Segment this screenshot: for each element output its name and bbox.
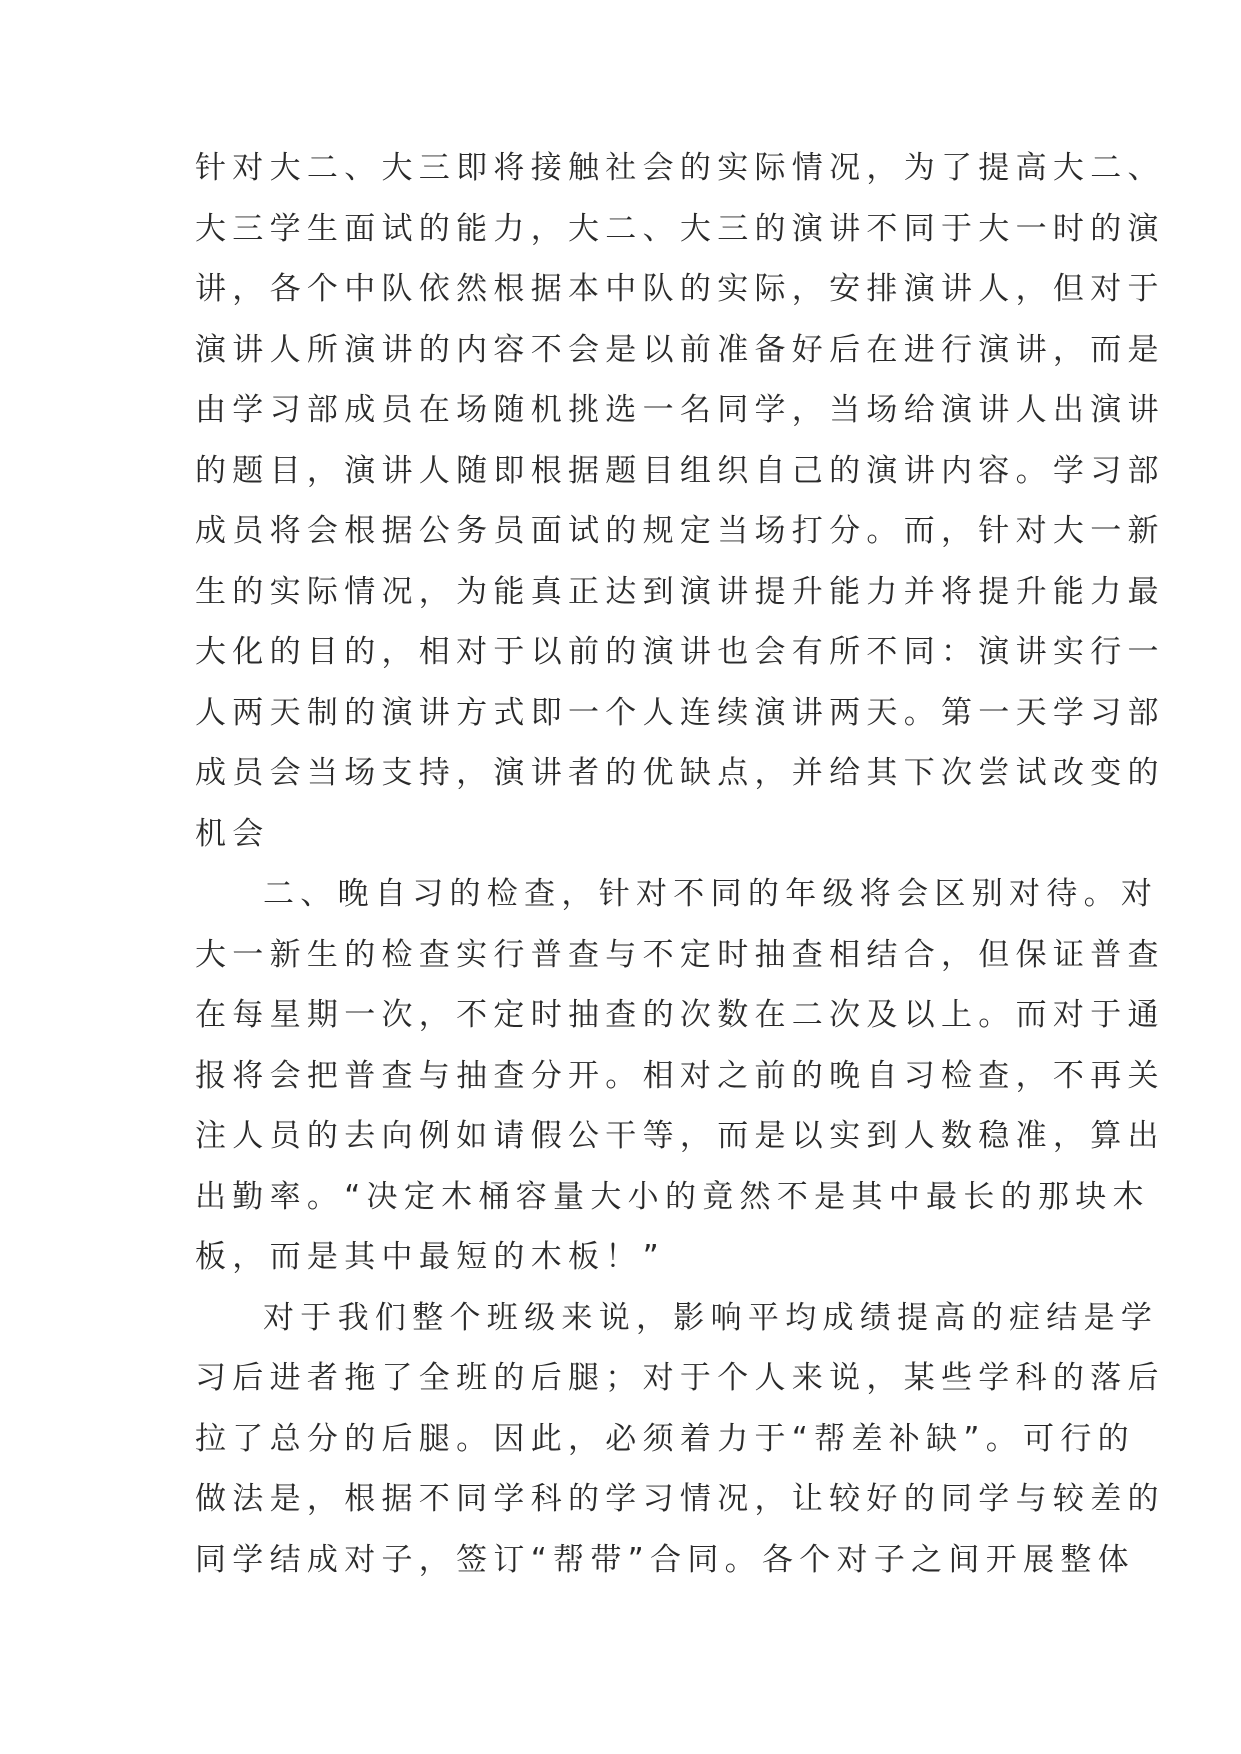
text-line: 机会 <box>195 815 270 852</box>
text-line: 大三学生面试的能力，大二、大三的演讲不同于大一时的演 <box>195 210 1165 247</box>
text-line: 在每星期一次，不定时抽查的次数在二次及以上。而对于通 <box>195 997 1165 1033</box>
text-line: 对于我们整个班级来说，影响平均成绩提高的症结是学 <box>263 1299 1159 1336</box>
text-line: 由学习部成员在场随机挑选一名同学，当场给演讲人出演讲 <box>195 392 1165 428</box>
text-line: 针对大二、大三即将接触社会的实际情况，为了提高大二、 <box>195 150 1165 186</box>
document-body <box>195 138 1165 1590</box>
text-line: 生的实际情况，为能真正达到演讲提升能力并将提升能力最 <box>195 573 1165 610</box>
text-line: 的题目，演讲人随即根据题目组织自己的演讲内容。学习部 <box>195 452 1165 489</box>
text-line: 习后进者拖了全班的后腿；对于个人来说，某些学科的落后 <box>195 1360 1165 1396</box>
text-line: 大一新生的检查实行普查与不定时抽查相结合，但保证普查 <box>195 936 1165 973</box>
text-line: 报将会把普查与抽查分开。相对之前的晚自习检查，不再关 <box>195 1057 1165 1094</box>
text-line: 拉了总分的后腿。因此，必须着力于“帮差补缺”。可行的 <box>195 1420 1135 1457</box>
text-line: 人两天制的演讲方式即一个人连续演讲两天。第一天学习部 <box>195 694 1165 731</box>
text-line: 二、晚自习的检查，针对不同的年级将会区别对待。对 <box>263 876 1159 912</box>
text-line: 大化的目的，相对于以前的演讲也会有所不同：演讲实行一 <box>195 634 1165 670</box>
text-line: 注人员的去向例如请假公干等，而是以实到人数稳准，算出 <box>195 1118 1165 1154</box>
text-line: 做法是，根据不同学科的学习情况，让较好的同学与较差的 <box>195 1481 1165 1517</box>
text-line: 出勤率。“决定木桶容量大小的竟然不是其中最长的那块木 <box>195 1178 1150 1215</box>
text-line: 成员会当场支持，演讲者的优缺点，并给其下次尝试改变的 <box>195 755 1165 791</box>
text-line: 同学结成对子，签订“帮带”合同。各个对子之间开展整体 <box>195 1541 1135 1578</box>
text-line: 演讲人所演讲的内容不会是以前准备好后在进行演讲，而是 <box>195 331 1165 368</box>
text-line: 板，而是其中最短的木板！” <box>195 1239 665 1275</box>
text-line: 讲，各个中队依然根据本中队的实际，安排演讲人，但对于 <box>195 271 1165 307</box>
text-line: 成员将会根据公务员面试的规定当场打分。而，针对大一新 <box>195 513 1165 549</box>
